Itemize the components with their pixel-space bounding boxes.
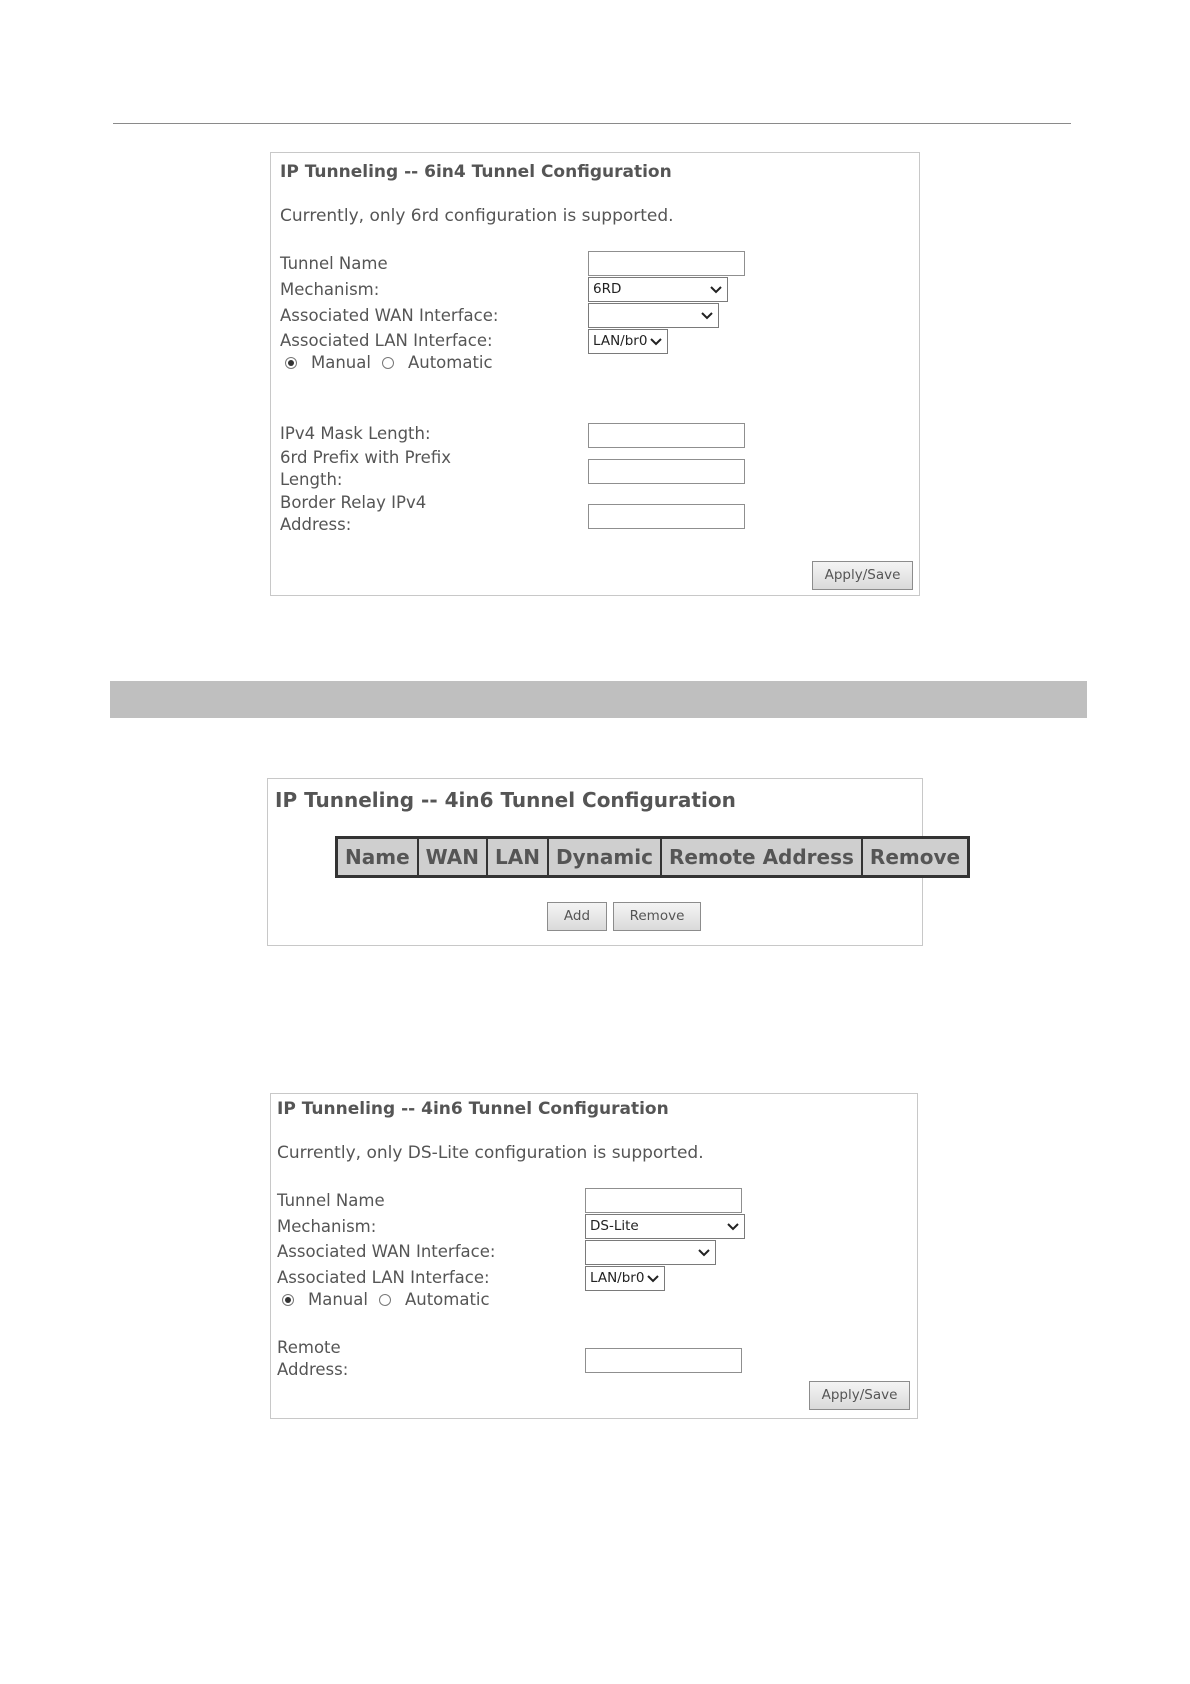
page-top-rule <box>113 123 1071 124</box>
manual-radio[interactable] <box>285 357 297 369</box>
lan-interface-label: Associated LAN Interface: <box>277 1268 490 1287</box>
tunnel-name-input[interactable] <box>588 251 745 276</box>
manual-radio-label: Manual <box>311 353 371 372</box>
lan-interface-select-value: LAN/br0 <box>590 1270 645 1286</box>
chevron-down-icon <box>650 337 662 346</box>
wan-interface-select[interactable] <box>588 303 719 328</box>
column-header-name: Name <box>337 838 418 877</box>
automatic-radio[interactable] <box>382 357 394 369</box>
lan-interface-select-value: LAN/br0 <box>593 333 648 349</box>
apply-save-button[interactable]: Apply/Save <box>809 1381 910 1410</box>
remove-button[interactable]: Remove <box>613 902 701 931</box>
add-button[interactable]: Add <box>547 902 607 931</box>
ipv4-mask-length-input[interactable] <box>588 423 745 448</box>
chevron-down-icon <box>647 1274 659 1283</box>
panel-4in6-list <box>267 778 961 946</box>
tunnel-table <box>335 836 970 878</box>
lan-interface-select[interactable] <box>588 329 668 354</box>
remote-address-label <box>277 1337 348 1381</box>
tunnel-name-label: Tunnel Name <box>280 254 388 273</box>
panel-title: IP Tunneling -- 4in6 Tunnel Configuration <box>277 1099 669 1119</box>
mechanism-select-value: DS-Lite <box>590 1218 639 1234</box>
tunnel-name-input[interactable] <box>585 1188 742 1213</box>
mechanism-label: Mechanism: <box>280 280 380 299</box>
chevron-down-icon <box>698 1248 710 1257</box>
remote-address-label-line1: Remote <box>277 1338 341 1357</box>
prefix-length-label <box>280 447 451 491</box>
mechanism-select[interactable] <box>585 1214 745 1239</box>
panel-title: IP Tunneling -- 6in4 Tunnel Configuration <box>280 162 672 182</box>
lan-interface-label: Associated LAN Interface: <box>280 331 493 350</box>
wan-interface-label: Associated WAN Interface: <box>277 1242 496 1261</box>
column-header-wan: WAN <box>418 838 487 877</box>
apply-save-button[interactable]: Apply/Save <box>812 561 913 590</box>
automatic-radio-label: Automatic <box>407 353 493 372</box>
chevron-down-icon <box>727 1222 739 1231</box>
tunnel-name-label: Tunnel Name <box>277 1191 385 1210</box>
manual-radio-label: Manual <box>308 1290 368 1309</box>
prefix-length-label-line2: Length: <box>280 470 343 489</box>
remote-address-input[interactable] <box>585 1348 742 1373</box>
chevron-down-icon <box>701 311 713 320</box>
prefix-length-input[interactable] <box>588 459 745 484</box>
automatic-radio[interactable] <box>379 1294 391 1306</box>
column-header-remote-address: Remote Address <box>661 838 862 877</box>
panel-4in6-config <box>270 1093 918 1419</box>
ipv4-mask-length-label: IPv4 Mask Length: <box>280 424 431 443</box>
lan-interface-select[interactable] <box>585 1266 665 1291</box>
table-header-row <box>337 838 969 877</box>
mechanism-select[interactable] <box>588 277 728 302</box>
mode-radio-group <box>285 353 493 372</box>
wan-interface-select[interactable] <box>585 1240 716 1265</box>
support-note: Currently, only 6rd configuration is supported. <box>280 206 674 226</box>
automatic-radio-label: Automatic <box>404 1290 490 1309</box>
prefix-length-label-line1: 6rd Prefix with Prefix <box>280 448 451 467</box>
wan-interface-label: Associated WAN Interface: <box>280 306 499 325</box>
column-header-lan: LAN <box>487 838 548 877</box>
mode-radio-group <box>282 1290 490 1309</box>
panel-title: IP Tunneling -- 4in6 Tunnel Configuration <box>275 788 736 812</box>
support-note: Currently, only DS-Lite configuration is supported. <box>277 1143 704 1163</box>
mechanism-select-value: 6RD <box>593 281 622 297</box>
border-relay-input[interactable] <box>588 504 745 529</box>
border-relay-label-line2: Address: <box>280 515 352 534</box>
border-relay-label <box>280 492 426 536</box>
chevron-down-icon <box>710 285 722 294</box>
mechanism-label: Mechanism: <box>277 1217 377 1236</box>
column-header-remove: Remove <box>862 838 969 877</box>
manual-radio[interactable] <box>282 1294 294 1306</box>
column-header-dynamic: Dynamic <box>548 838 661 877</box>
remote-address-label-line2: Address: <box>277 1360 349 1379</box>
border-relay-label-line1: Border Relay IPv4 <box>280 493 427 512</box>
section-divider-bar <box>110 681 1087 718</box>
panel-6in4-config <box>270 152 920 596</box>
